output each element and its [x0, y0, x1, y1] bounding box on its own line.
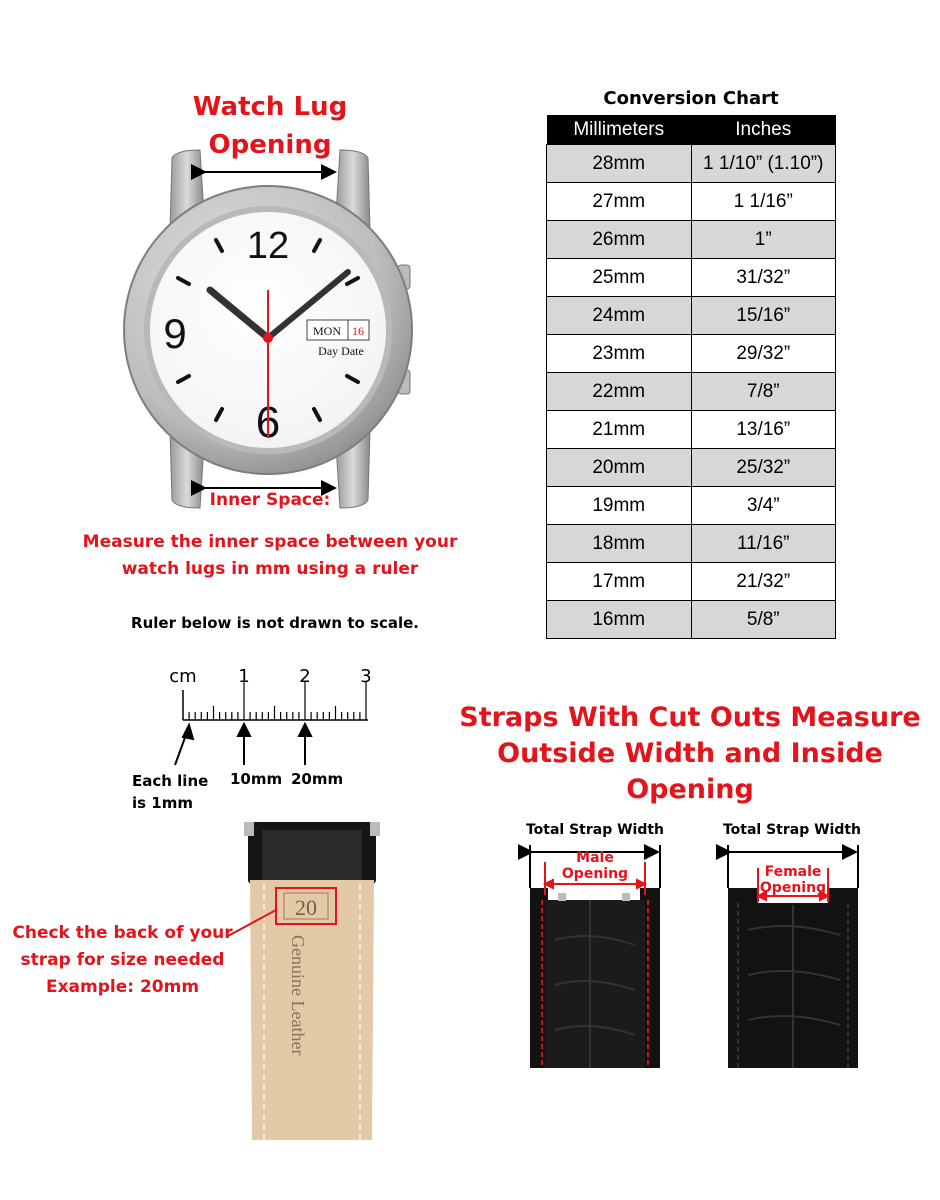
measure-instruction: Measure the inner space between your watch lugs in mm using a ruler	[82, 532, 458, 579]
inches-cell: 15/16”	[691, 297, 836, 335]
inches-cell: 13/16”	[691, 411, 836, 449]
conversion-row	[547, 563, 836, 601]
conversion-row	[547, 525, 836, 563]
cutout-straps-title: Straps With Cut Outs Measure Outside Width and Inside Opening	[459, 702, 921, 805]
left-total-strap-width-label: Total Strap Width	[525, 822, 665, 838]
ruler-scale-note: Ruler below is not drawn to scale.	[131, 614, 419, 632]
millimeters-cell: 19mm	[547, 487, 692, 525]
inches-cell: 3/4”	[691, 487, 836, 525]
male-opening-label: Male Opening	[561, 850, 629, 882]
conversion-row	[547, 183, 836, 221]
dial-numeral-9: 9	[163, 310, 187, 357]
ruler-pointer-arrows	[175, 724, 311, 765]
millimeters-cell: 25mm	[547, 259, 692, 297]
conversion-row	[547, 373, 836, 411]
millimeters-cell: 26mm	[547, 221, 692, 259]
conversion-table	[546, 115, 836, 639]
millimeters-cell: 22mm	[547, 373, 692, 411]
right-total-strap-width-label: Total Strap Width	[722, 822, 862, 838]
millimeters-cell: 24mm	[547, 297, 692, 335]
inches-cell: 1 1/16”	[691, 183, 836, 221]
millimeters-cell: 18mm	[547, 525, 692, 563]
header-inches: Inches	[691, 115, 836, 145]
ruler-mark-3: 3	[360, 666, 372, 687]
inner-space-label: Inner Space:	[209, 490, 331, 510]
inches-cell: 5/8”	[691, 601, 836, 639]
date-window: 16	[352, 324, 364, 338]
strap-back-illustration	[244, 822, 380, 1140]
conversion-row	[547, 221, 836, 259]
day-window: MON	[312, 324, 342, 338]
inches-cell: 31/32”	[691, 259, 836, 297]
millimeters-cell: 23mm	[547, 335, 692, 373]
millimeters-cell: 27mm	[547, 183, 692, 221]
inches-cell: 1 1/10” (1.10”)	[691, 145, 836, 183]
millimeters-cell: 16mm	[547, 601, 692, 639]
millimeters-cell: 20mm	[547, 449, 692, 487]
each-line-caption: Each line is 1mm	[132, 772, 209, 812]
dial-numeral-6: 6	[255, 398, 281, 447]
watch-lug-opening-title: Watch Lug Opening	[192, 92, 348, 160]
millimeters-cell: 17mm	[547, 563, 692, 601]
header-millimeters: Millimeters	[547, 115, 692, 145]
ten-mm-caption: 10mm	[230, 770, 283, 788]
conversion-row	[547, 259, 836, 297]
strap-size-stamp: 20	[295, 895, 317, 920]
ruler-mark-2: 2	[299, 666, 311, 687]
twenty-mm-caption: 20mm	[291, 770, 344, 788]
male-cutout-strap	[530, 888, 660, 1068]
inches-cell: 29/32”	[691, 335, 836, 373]
millimeters-cell: 28mm	[547, 145, 692, 183]
inches-cell: 1”	[691, 221, 836, 259]
dial-numeral-12: 12	[246, 225, 290, 267]
ruler-unit-cm: cm	[169, 666, 197, 687]
conversion-row	[547, 145, 836, 183]
conversion-header-row	[547, 115, 836, 145]
conversion-row	[547, 601, 836, 639]
conversion-row	[547, 411, 836, 449]
female-opening-label: Female Opening	[759, 864, 827, 896]
conversion-row	[547, 487, 836, 525]
ruler-mark-1: 1	[238, 666, 250, 687]
conversion-chart-title: Conversion Chart	[603, 88, 779, 109]
genuine-leather-stamp: Genuine Leather	[288, 935, 308, 1056]
conversion-row	[547, 335, 836, 373]
millimeters-cell: 21mm	[547, 411, 692, 449]
female-cutout-strap	[728, 888, 858, 1068]
day-date-caption: Day Date	[318, 344, 364, 358]
ruler	[183, 682, 368, 720]
inches-cell: 7/8”	[691, 373, 836, 411]
conversion-row	[547, 297, 836, 335]
check-strap-back-instruction: Check the back of your strap for size needed Example: 20mm	[12, 923, 233, 997]
conversion-row	[547, 449, 836, 487]
inches-cell: 25/32”	[691, 449, 836, 487]
inches-cell: 21/32”	[691, 563, 836, 601]
inches-cell: 11/16”	[691, 525, 836, 563]
